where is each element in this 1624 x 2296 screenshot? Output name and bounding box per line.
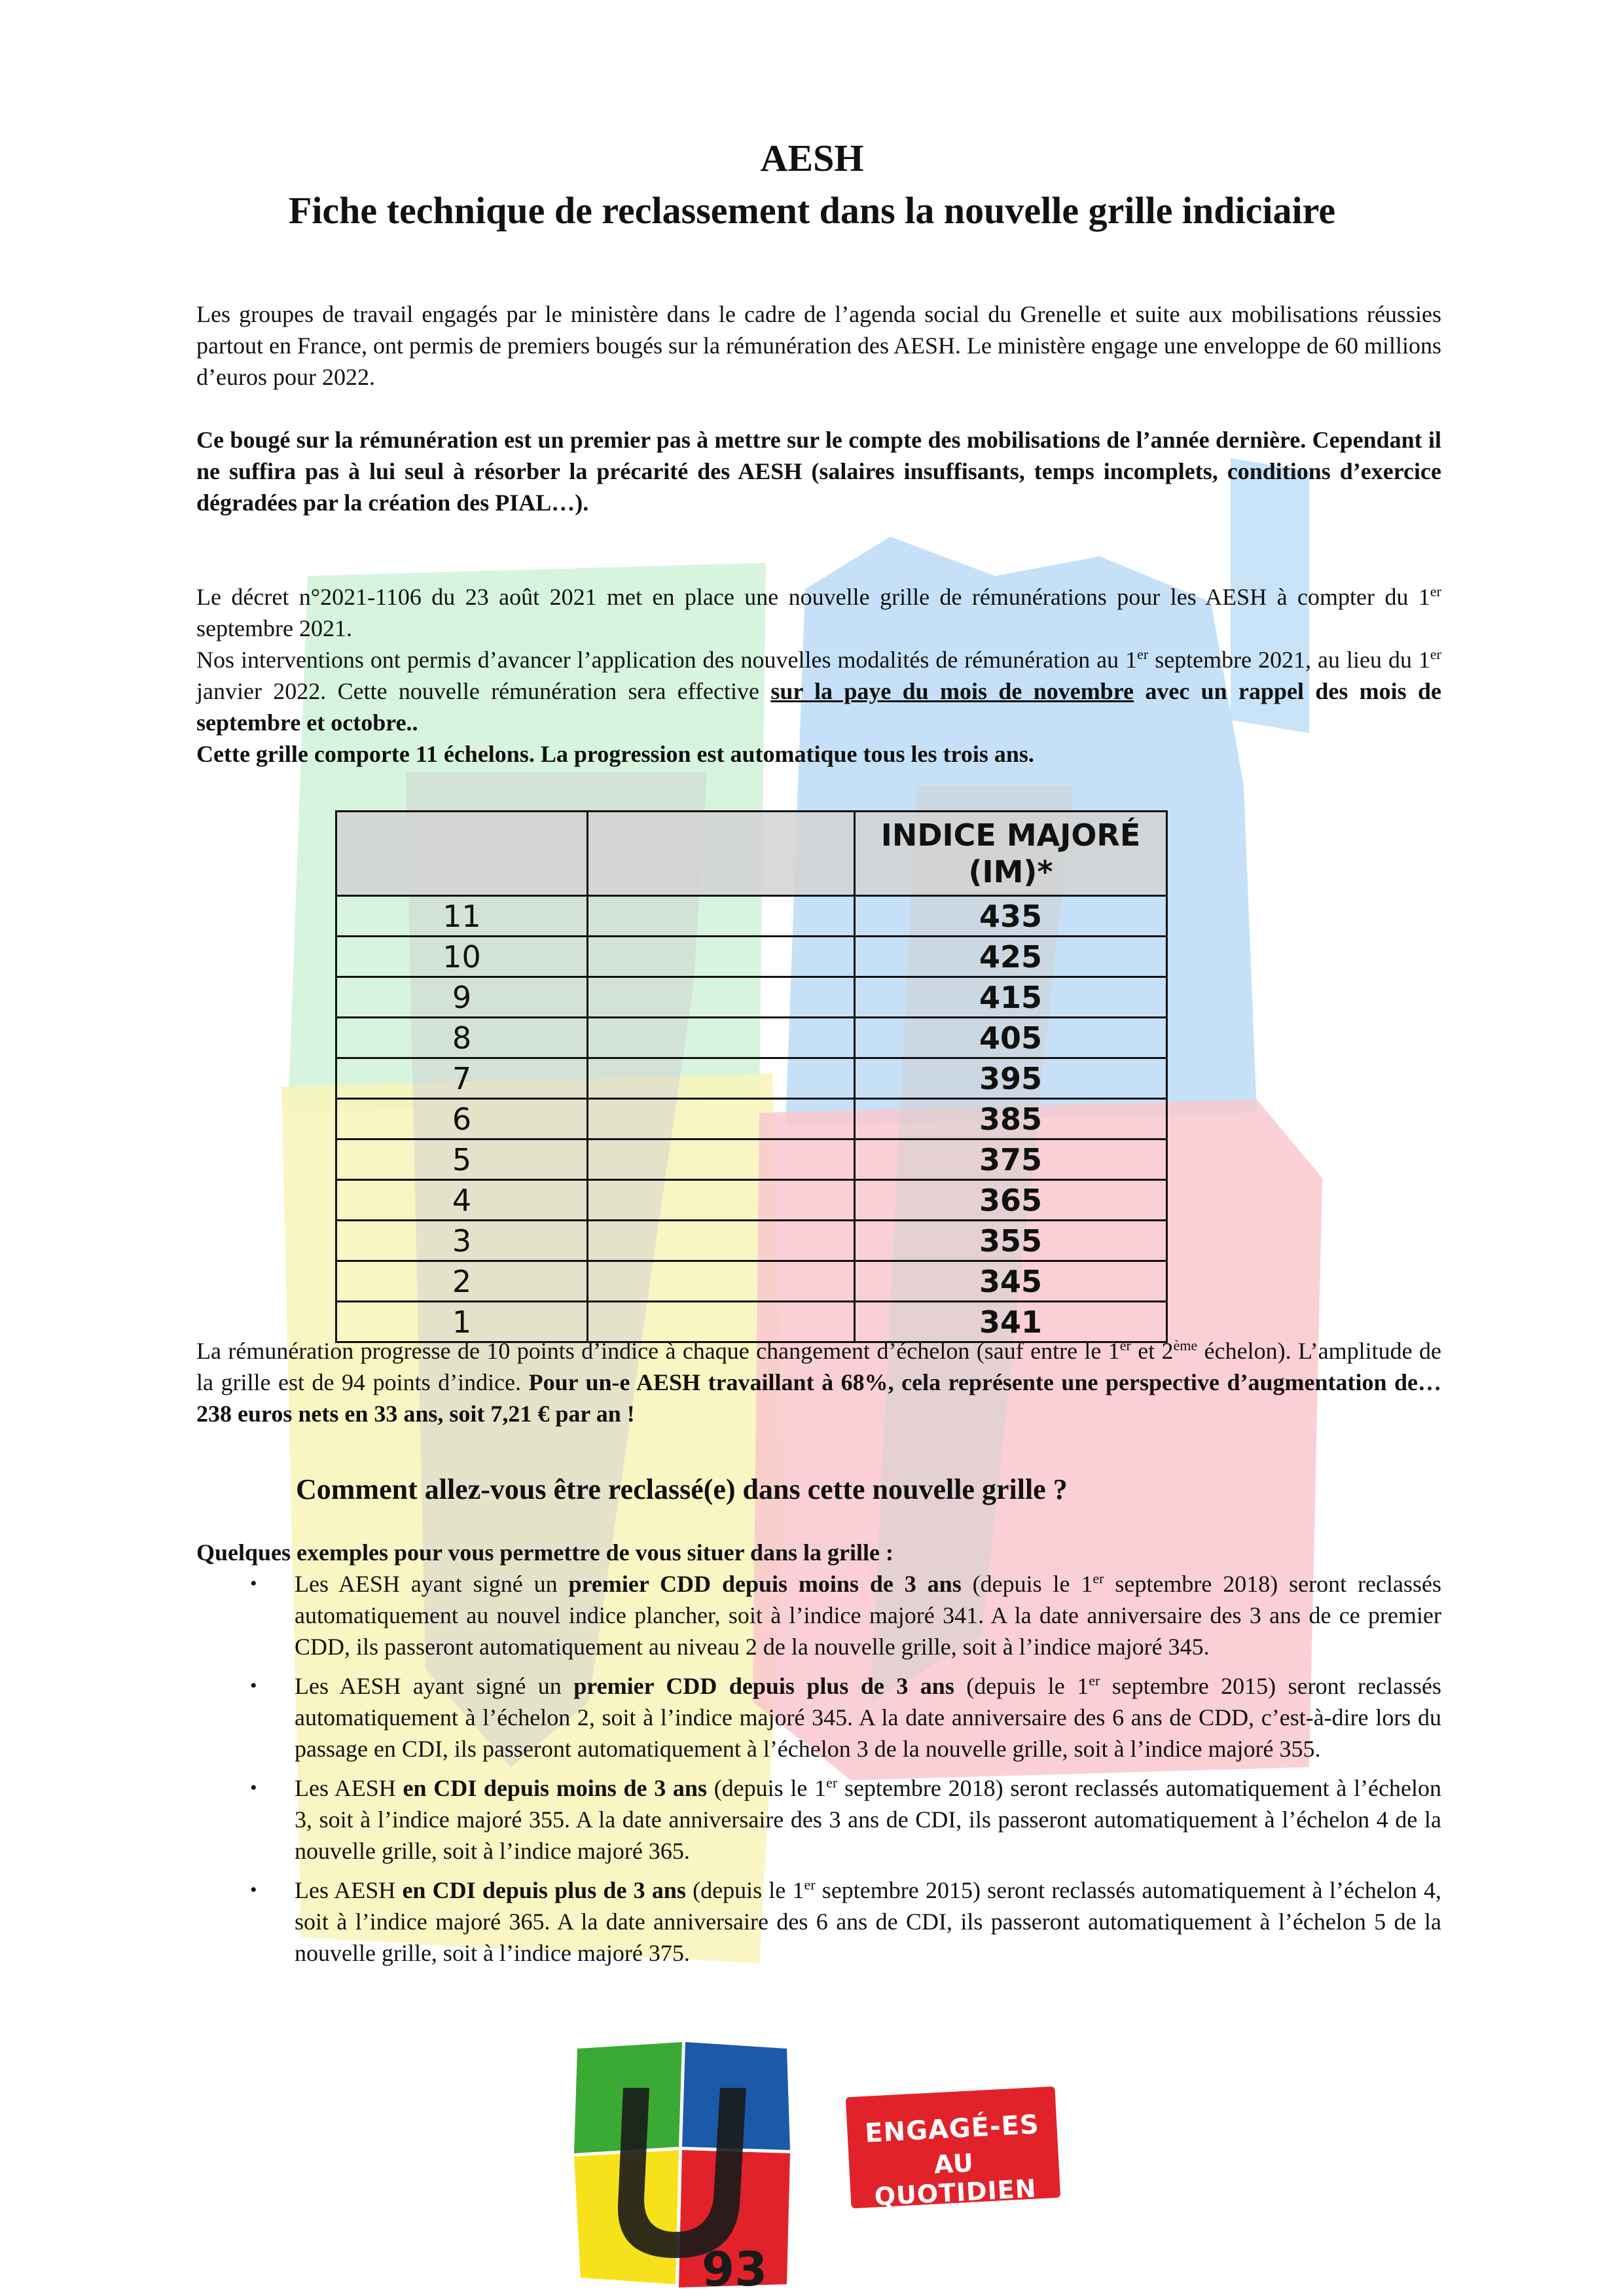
- decree-line-2: Nos interventions ont permis d’avancer l’application des nouvelles modalités de rémunération au 1er septembre 2021, au lieu du 1er janvier 2022. Cette nouvelle rémunération sera effective sur la paye du mois de novembre avec un rappel des mois de septembre et octobre..: [196, 646, 1442, 736]
- empty-cell: [588, 1139, 855, 1180]
- table-row: [336, 1261, 1167, 1302]
- empty-cell: [588, 1302, 855, 1342]
- logo-number: 93: [702, 2242, 768, 2291]
- bullet-icon: •: [250, 1573, 257, 1594]
- empty-cell: [588, 1018, 855, 1058]
- badge-line-2: AU QUOTIDIEN: [873, 2148, 1038, 2212]
- indice-cell: 405: [855, 1018, 1167, 1058]
- table-row: [336, 1139, 1167, 1180]
- empty-cell: [588, 896, 855, 937]
- badge-line-1: ENGAGÉ-ES: [864, 2109, 1040, 2149]
- list-item: • Les AESH en CDI depuis plus de 3 ans (depuis le 1er septembre 2015) seront reclassés automatiquement à l’échelon 4, soit à l’indice majoré 365. A la date anniversaire des 6 ans de CDI, ils passeront automatiquement à l’échelon 5 de la nouvelle grille, soit à l’indice majoré 375.: [196, 1874, 1441, 1969]
- table-row: [336, 937, 1167, 977]
- indice-cell: 385: [855, 1099, 1167, 1139]
- echelon-cell: 10: [336, 937, 588, 977]
- list-item: • Les AESH en CDI depuis moins de 3 ans (depuis le 1er septembre 2018) seront reclassés automatiquement à l’échelon 3, soit à l’indice majoré 355. A la date anniversaire des 3 ans de CDI, ils passeront automatiquement à l’échelon 4 de la nouvelle grille, soit à l’indice majoré 365.: [196, 1772, 1441, 1867]
- decree-block: [196, 581, 1441, 770]
- list-item: • Les AESH ayant signé un premier CDD depuis moins de 3 ans (depuis le 1er septembre 2018) seront reclassés automatiquement au nouvel indice plancher, soit à l’indice majoré 341. A la date anniversaire des 3 ans de ce premier CDD, ils passeront automatiquement au niveau 2 de la nouvelle grille, soit à l’indice majoré 345.: [196, 1568, 1441, 1662]
- indice-cell: 365: [855, 1180, 1167, 1221]
- empty-cell: [588, 977, 855, 1018]
- table-row: [336, 1099, 1167, 1139]
- indice-cell: 345: [855, 1261, 1167, 1302]
- empty-cell: [588, 1099, 855, 1139]
- indice-cell: 375: [855, 1139, 1167, 1180]
- table-row: [336, 1221, 1167, 1261]
- indice-cell: 425: [855, 937, 1167, 977]
- bullet-icon: •: [250, 1879, 257, 1901]
- examples-title: Quelques exemples pour vous permettre de vous situer dans la grille :: [196, 1539, 893, 1566]
- doc-title: AESH: [760, 137, 864, 179]
- empty-cell: [588, 1058, 855, 1099]
- echelon-cell: 3: [336, 1221, 588, 1261]
- table-header-row: [336, 812, 1167, 896]
- indice-cell: 415: [855, 977, 1167, 1018]
- bold-paragraph: Ce bougé sur la rémunération est un premier pas à mettre sur le compte des mobilisations de l’année dernière. Cependant il ne suffira pas à lui seul à résorber la précarité des AESH (salaires insuffisants, temps incomplets, conditions d’exercice dégradées par la création des PIAL…).: [196, 427, 1441, 516]
- list-item: • Les AESH ayant signé un premier CDD depuis plus de 3 ans (depuis le 1er septembre 2015) seront reclassés automatiquement à l’échelon 2, soit à l’indice majoré 345. A la date anniversaire des 6 ans de CDD, c’est-à-dire lors du passage en CDI, ils passeront automatiquement à l’échelon 3 de la nouvelle grille, soit à l’indice majoré 355.: [196, 1670, 1441, 1765]
- echelon-cell: 5: [336, 1139, 588, 1180]
- indice-cell: 435: [855, 896, 1167, 937]
- echelon-cell: 11: [336, 896, 588, 937]
- echelon-cell: 2: [336, 1261, 588, 1302]
- intro-paragraph: Les groupes de travail engagés par le ministère dans le cadre de l’agenda social du Grenelle et suite aux mobilisations réussies partout en France, ont permis de premiers bougés sur la rémunération des AESH. Le ministère engage une enveloppe de 60 millions d’euros pour 2022.: [196, 301, 1441, 390]
- progress-paragraph: La rémunération progresse de 10 points d’indice à chaque changement d’échelon (sauf entre le 1er et 2ème échelon). L’amplitude de la grille est de 94 points d’indice. Pour un-e AESH travaillant à 68%, cela représente une perspective d’augmentation de… 238 euros nets en 33 ans, soit 7,21 € par an !: [196, 1337, 1441, 1427]
- empty-cell: [588, 1261, 855, 1302]
- decree-line-3: Cette grille comporte 11 échelons. La progression est automatique tous les trois ans.: [196, 741, 1034, 767]
- examples-list: [196, 1568, 1441, 1977]
- echelon-cell: 9: [336, 977, 588, 1018]
- engagees-badge: [846, 2087, 1060, 2212]
- header-indice-majore: INDICE MAJORÉ (IM)*: [855, 812, 1167, 896]
- table-row: [336, 1302, 1167, 1342]
- table-row: [336, 1180, 1167, 1221]
- empty-cell: [588, 1180, 855, 1221]
- table-row: [336, 977, 1167, 1018]
- bullet-icon: •: [250, 1675, 257, 1696]
- section-title: Comment allez-vous être reclassé(e) dans cette nouvelle grille ?: [296, 1473, 1068, 1505]
- bullet-icon: •: [250, 1777, 257, 1799]
- table-row: [336, 1058, 1167, 1099]
- echelon-cell: 8: [336, 1018, 588, 1058]
- echelon-cell: 7: [336, 1058, 588, 1099]
- indice-cell: 395: [855, 1058, 1167, 1099]
- echelon-cell: 6: [336, 1099, 588, 1139]
- index-table: [335, 810, 1168, 1343]
- indice-cell: 341: [855, 1302, 1167, 1342]
- union-logo: [571, 2042, 793, 2291]
- table-row: [336, 1018, 1167, 1058]
- doc-subtitle: Fiche technique de reclassement dans la nouvelle grille indiciaire: [288, 189, 1336, 232]
- echelon-cell: 4: [336, 1180, 588, 1221]
- echelon-cell: 1: [336, 1302, 588, 1342]
- empty-cell: [588, 1221, 855, 1261]
- decree-line-1: Le décret n°2021-1106 du 23 août 2021 met en place une nouvelle grille de rémunérations pour les AESH à compter du 1er septembre 2021.: [196, 583, 1441, 641]
- indice-cell: 355: [855, 1221, 1167, 1261]
- table-row: [336, 896, 1167, 937]
- empty-cell: [588, 937, 855, 977]
